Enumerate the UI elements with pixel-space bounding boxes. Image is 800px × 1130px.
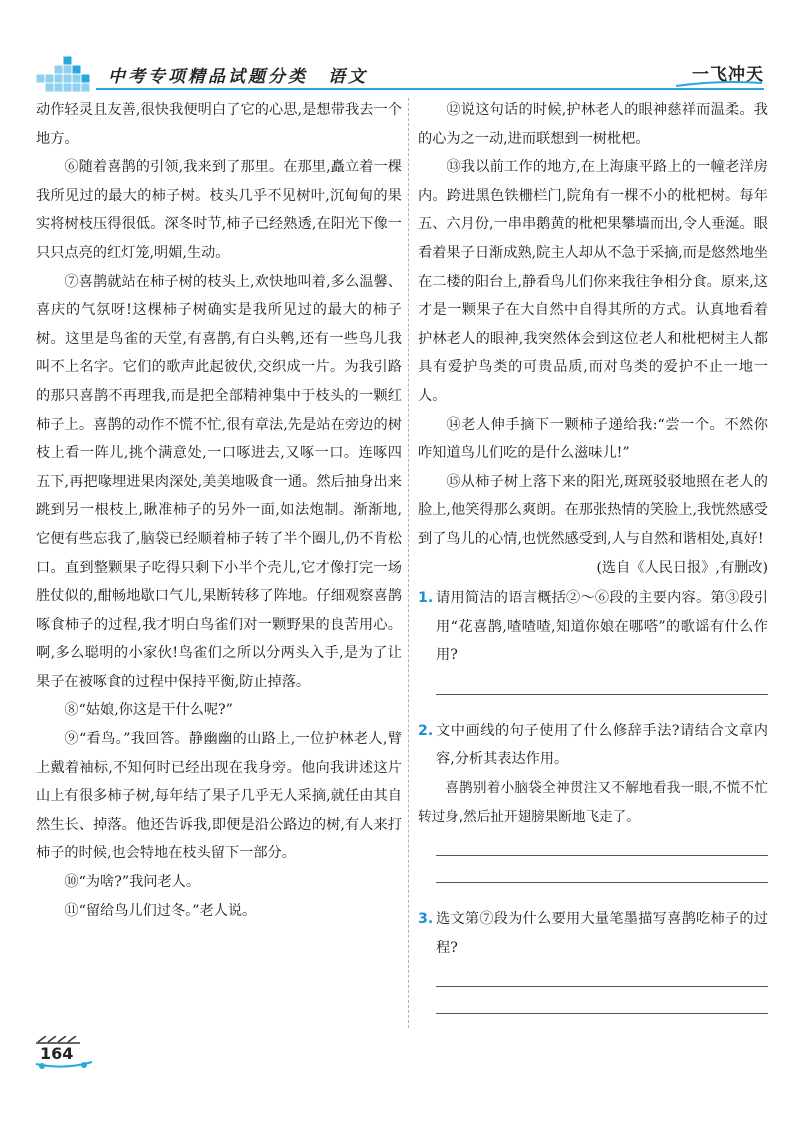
question-2: [418, 717, 768, 774]
paragraph-12: ⑫说这句话的时候,护林老人的眼神慈祥而温柔。我的心为之一动,进而联想到一树枇杷。: [418, 102, 768, 147]
swoosh-icon: [674, 80, 764, 88]
question-text: 文中画线的句子使用了什么修辞手法?请结合文章内容,分析其表达作用。: [436, 722, 768, 768]
answer-line[interactable]: [436, 1013, 768, 1014]
page-number: 164: [40, 1044, 74, 1063]
question-number: 2.: [418, 722, 434, 739]
paragraph-11: ⑪“留给鸟儿们过冬。”老人说。: [64, 902, 257, 919]
paragraph-6: ⑥随着喜鹊的引领,我来到了那里。在那里,矗立着一棵我所见过的最大的柿子树。枝头几乎不见树叶,沉甸甸的果实将树枝压得很低。深冬时节,柿子已经熟透,在阳光下像一只只点亮的红灯笼,明媚,生动。: [36, 159, 402, 261]
page-number-badge: [34, 1036, 96, 1070]
text-paragraph: 动作轻灵且友善,很快我便明白了它的心思,是想带我去一个地方。: [36, 102, 402, 147]
column-divider: [408, 98, 409, 1028]
header-rule: [96, 88, 764, 90]
paragraph-9: ⑨“看鸟。”我回答。静幽幽的山路上,一位护林老人,臂上戴着袖标,不知何时已经出现在我身旁。他向我讲述这片山上有很多柿子树,每年结了果子几乎无人采摘,就任由其自然生长、掉落。他还告诉我,即便是沿公路边的树,有人来打柿子的时候,也会特地在枝头留下一部分。: [36, 731, 402, 862]
left-column: [36, 96, 402, 925]
paragraph-7: ⑦喜鹊就站在柿子树的枝头上,欢快地叫着,多么温馨、喜庆的气氛呀!这棵柿子树确实是我所见过的最大的柿子树。这里是鸟雀的天堂,有喜鹊,有白头鹎,还有一些鸟儿我叫不上名字。它们的歌声此起彼伏,交织成一片。为我引路的那只喜鹊不再理我,而是把全部精神集中于枝头的一颗红柿子上。喜鹊的动作不慌不忙,很有章法,先是站在旁边的树枝上看一阵儿,挑个满意处,一口啄进去,又啄一口。连啄四五下,再把喙埋进果肉深处,美美地吸食一通。然后抽身出来跳到另一根枝上,瞅准柿子的另外一面,如法炮制。渐渐地,它便有些忘我了,脑袋已经顺着柿子转了半个圈儿,仍不肯松口。直到整颗果子吃得只剩下小半个壳儿,它才像打完一场胜仗似的,酣畅地歇口气儿,果断转移了阵地。仔细观察喜鹊啄食柿子的过程,我才明白鸟雀们对一颗野果的良苦用心。啊,多么聪明的小家伙!鸟雀们之所以分两头入手,是为了让果子在被啄食的过程中保持平衡,防止掉落。: [36, 273, 402, 690]
quoted-sentence: 喜鹊别着小脑袋全神贯注又不解地看我一眼,不慌不忙转过身,然后扯开翅膀果断地飞走了。: [418, 780, 768, 825]
grid-decoration-icon: [36, 56, 96, 92]
paragraph-10: ⑩“为啥?”我问老人。: [64, 874, 201, 891]
paragraph-14: ⑭老人伸手摘下一颗柿子递给我:“尝一个。不然你咋知道鸟儿们吃的是什么滋味儿!”: [418, 416, 768, 462]
question-number: 3.: [418, 911, 434, 928]
question-number: 1.: [418, 590, 434, 607]
paragraph-15: ⑮从柿子树上落下来的阳光,斑斑驳驳地照在老人的脸上,他笑得那么爽朗。在那张热情的笑脸上,我恍然感受到了鸟儿的心情,也恍然感受到,人与自然和谐相处,真好!: [418, 473, 768, 547]
right-column: [418, 96, 768, 1014]
paragraph-13: ⑬我以前工作的地方,在上海康平路上的一幢老洋房内。跨进黑色铁栅栏门,院角有一棵不小的枇杷树。每年五、六月份,一串串鹅黄的枇杷果攀墙而出,令人垂涎。眼看着果子日渐成熟,院主人却从不急于采摘,而是悠然地坐在二楼的阳台上,静看鸟儿们你来我往争相分食。原来,这才是一颗果子在大自然中自得其所的方式。认真地看着护林老人的眼神,我突然体会到这位老人和枇杷树主人都具有爱护鸟类的可贵品质,而对鸟类的爱护不止一地一人。: [418, 159, 768, 404]
question-3: [418, 905, 768, 962]
source-citation: (选自《人民日报》,有删改): [596, 559, 768, 576]
header-title: 中考专项精品试题分类 语文: [108, 67, 368, 87]
question-1: [418, 584, 768, 670]
question-text: 请用简洁的语言概括②～⑥段的主要内容。第③段引用“花喜鹊,喳喳喳,知道你娘在哪嗒”的歌谣有什么作用?: [436, 590, 768, 664]
header-brand: 一飞冲天: [692, 65, 764, 85]
page-header: [36, 56, 764, 92]
question-text: 选文第⑦段为什么要用大量笔墨描写喜鹊吃柿子的过程?: [436, 911, 768, 956]
paragraph-8: ⑧“姑娘,你这是干什么呢?”: [64, 702, 233, 719]
